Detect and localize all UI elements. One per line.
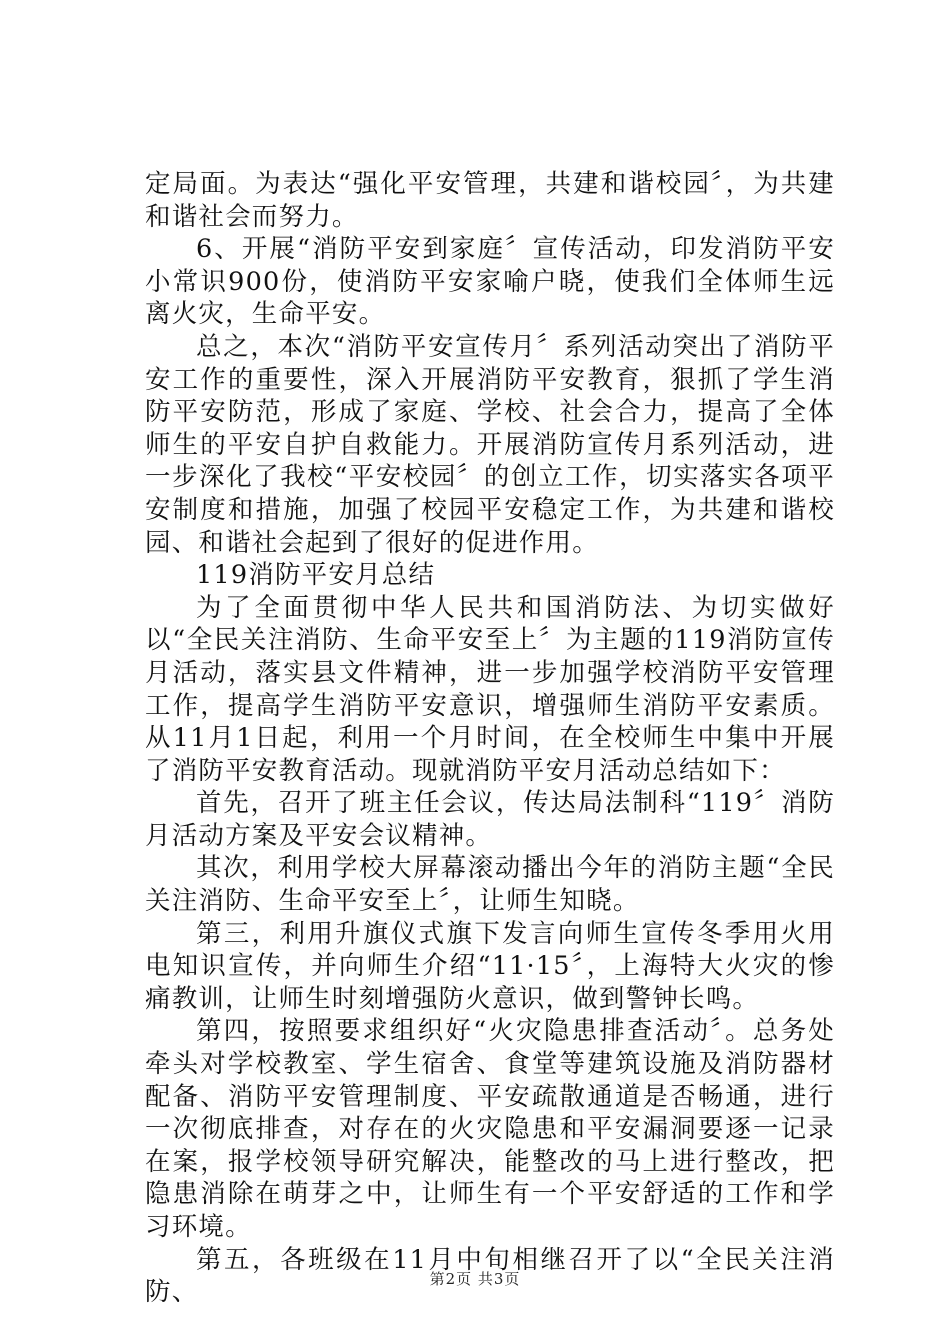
section-heading: 119消防平安月总结 bbox=[196, 560, 436, 591]
paragraph-8: 第三，利用升旗仪式旗下发言向师生宣传冬季用火用电知识宣传，并向师生介绍“11·15〞，上海特大火灾的惨痛教训，让师生时刻增强防火意识，做到警钟长鸣。 bbox=[145, 918, 835, 1014]
paragraph-6: 首先，召开了班主任会议，传达局法制科“119〞消防月活动方案及平安会议精神。 bbox=[145, 788, 835, 851]
paragraph-3: 总之，本次“消防平安宣传月〞系列活动突出了消防平安工作的重要性，深入开展消防平安教育，狠抓了学生消防平安防范，形成了家庭、学校、社会合力，提高了全体师生的平安自护自救能力。开展消防宣传月系列活动，进一步深化了我校“平安校园〞的创立工作，切实落实各项平安制度和措施，加强了校园平安稳定工作，为共建和谐校园、和谐社会起到了很好的促进作用。 bbox=[145, 331, 835, 558]
paragraph-2: 6、开展“消防平安到家庭〞宣传活动，印发消防平安小常识900份，使消防平安家喻户晓，使我们全体师生远离火灾，生命平安。 bbox=[145, 234, 835, 330]
paragraph-1: 定局面。为表达“强化平安管理，共建和谐校园〞，为共建和谐社会而努力。 bbox=[145, 169, 835, 232]
paragraph-7: 其次，利用学校大屏幕滚动播出今年的消防主题“全民关注消防、生命平安至上〞，让师生知晓。 bbox=[145, 853, 835, 917]
document-body bbox=[145, 168, 835, 1309]
page-footer: 第2页 共3页 bbox=[429, 1270, 521, 1288]
paragraph-10: 第五，各班级在11月中旬相继召开了以“全民关注消防、 bbox=[145, 1244, 835, 1308]
paragraph-5: 为了全面贯彻中华人民共和国消防法、为切实做好以“全民关注消防、生命平安至上〞为主题的119消防宣传月活动，落实县文件精神，进一步加强学校消防平安管理工作，提高学生消防平安意识，增强师生消防平安素质。从11月1日起，利用一个月时间，在全校师生中集中开展了消防平安教育活动。现就消防平安月活动总结如下： bbox=[145, 592, 835, 786]
paragraph-9: 第四，按照要求组织好“火灾隐患排查活动〞。总务处牵头对学校教室、学生宿舍、食堂等建筑设施及消防器材配备、消防平安管理制度、平安疏散通道是否畅通，进行一次彻底排查，对存在的火灾隐患和平安漏洞要逐一记录在案，报学校领导研究解决，能整改的马上进行整改，把隐患消除在萌芽之中，让师生有一个平安舒适的工作和学习环境。 bbox=[145, 1016, 835, 1242]
